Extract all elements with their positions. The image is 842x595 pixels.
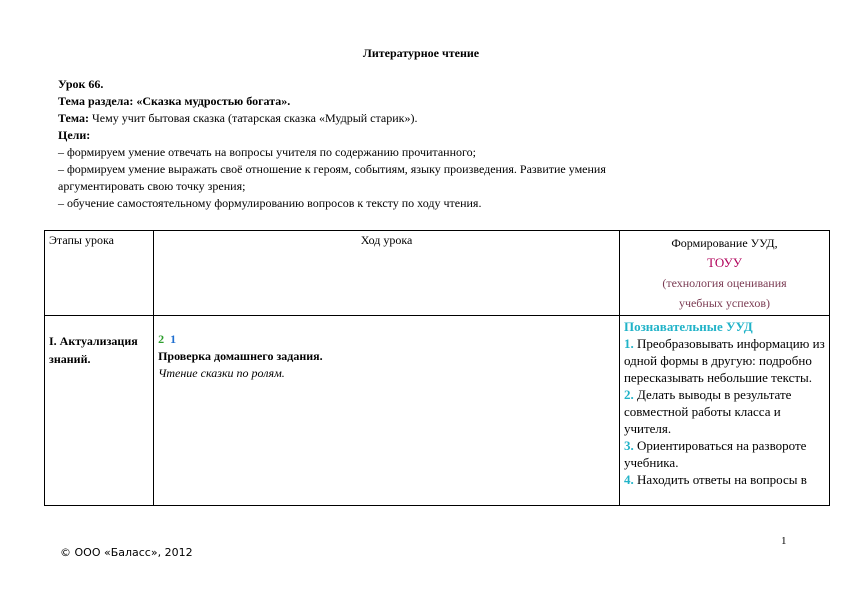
topic-line <box>58 110 738 127</box>
ud-item-text: Преобразовывать информацию из одной формы в другую: подробно пересказывать небольшие тексты. <box>623 336 825 385</box>
section-value: «Сказка мудростью богата». <box>136 94 291 108</box>
header-tech-line1: (технология оценивания <box>662 276 787 290</box>
section-line <box>58 93 738 110</box>
lesson-header <box>58 76 738 212</box>
ud-item-number: 1. <box>623 336 634 351</box>
goal-line: – обучение самостоятельному формулированию вопросов к тексту по ходу чтения. <box>58 196 482 210</box>
header-tech-line2: учебных успехов) <box>678 296 771 310</box>
page-number: 1 <box>781 535 787 547</box>
ud-item-number: 3. <box>623 438 634 453</box>
topic-label: Тема: <box>58 111 89 125</box>
goal-line: аргументировать свою точку зрения; <box>58 179 246 193</box>
ud-item <box>624 386 827 437</box>
ud-item <box>624 437 827 471</box>
ud-item <box>624 335 827 386</box>
ud-cell <box>619 316 829 506</box>
stage-text: I. Актуализация знаний. <box>49 334 138 366</box>
lesson-table <box>44 230 830 506</box>
header-course: Ход урока <box>154 231 620 316</box>
header-toyy: ТОУУ <box>707 255 742 270</box>
course-cell <box>154 316 620 506</box>
ud-item-text: Делать выводы в результате совместной работы класса и учителя. <box>623 387 792 436</box>
goal-line: – формируем умение выражать своё отношение к героям, событиям, языку произведения. Развитие умения <box>58 162 606 176</box>
mark-green: 2 <box>158 332 165 346</box>
goals-label: Цели: <box>58 128 91 142</box>
ud-title: Познавательные УУД <box>623 319 753 334</box>
table-row <box>45 316 830 506</box>
mark-blue: 1 <box>170 332 177 346</box>
section-label: Тема раздела: <box>58 94 134 108</box>
ud-item-text: Ориентироваться на развороте учебника. <box>623 438 807 470</box>
copyright: © ООО «Баласс», 2012 <box>60 546 193 559</box>
goal-line: – формируем умение отвечать на вопросы учителя по содержанию прочитанного; <box>58 145 476 159</box>
success-marks <box>158 332 615 347</box>
stage-cell <box>45 316 154 506</box>
ud-item-number: 2. <box>623 387 634 402</box>
header-stages: Этапы урока <box>45 231 154 316</box>
page-title: Литературное чтение <box>362 46 480 60</box>
header-ud <box>619 231 829 316</box>
homework-check: Проверка домашнего задания. <box>158 349 323 363</box>
topic-value: Чему учит бытовая сказка (татарская сказка «Мудрый старик»). <box>91 111 418 125</box>
ud-item-number: 4. <box>623 472 634 487</box>
table-header-row <box>45 231 830 316</box>
reading-roles: Чтение сказки по ролям. <box>158 366 285 380</box>
header-ud-title: Формирование УУД, <box>671 236 778 250</box>
ud-item <box>624 471 827 488</box>
ud-item-text: Находить ответы на вопросы в <box>636 472 807 487</box>
lesson-number: Урок 66. <box>58 77 104 91</box>
